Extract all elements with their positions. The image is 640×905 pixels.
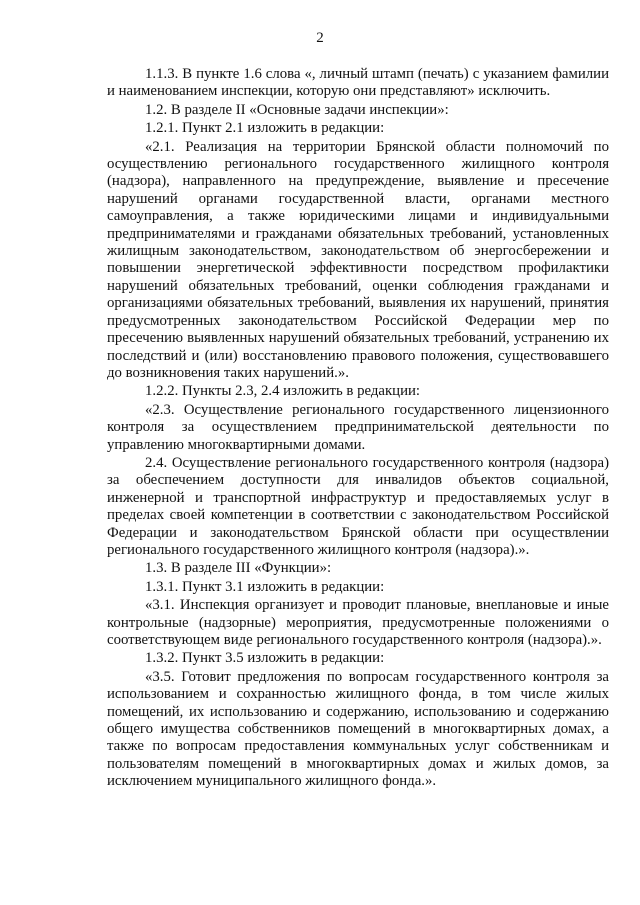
paragraph-2-4-text: 2.4. Осуществление регионального государственного контроля (надзора) за обеспечением доступности для инвалидов объектов социальной, инженерной и транспортной инфраструктур и предоставляемых услуг в пределах своей компетенции в соответствии с законодательством Российской Федерации и законодательством Брянской области при осуществлении регионального государственного жилищного контроля (надзора).».	[107, 454, 609, 558]
paragraph-1-2-2: 1.2.2. Пункты 2.3, 2.4 изложить в редакции:	[145, 383, 421, 400]
paragraph-1-1-3: 1.1.3. В пункте 1.6 слова «, личный штамп (печать) с указанием фамилии и наименованием инспекции, которую они представляют» исключить.	[107, 66, 609, 100]
page-number: 2	[316, 30, 324, 46]
paragraph-1-3-2: 1.3.2. Пункт 3.5 изложить в редакции:	[145, 650, 385, 667]
paragraph-3-1-text: «3.1. Инспекция организует и проводит плановые, внеплановые и иные контрольные (надзорные) мероприятия, предусмотренные положениями о соответствующем виде регионального государственного контроля (надзора).».	[107, 597, 609, 648]
paragraph-3-5-text: «3.5. Готовит предложения по вопросам государственного контроля за использованием и сохранностью жилищного фонда, в том числе жилых помещений, их использованию и содержанию, использованию и содержанию общего имущества собственников помещений в многоквартирных домах, а также по вопросам предоставления коммунальных услуг собственникам и пользователям помещений в многоквартирных домах и жилых домов, за исключением муниципального жилищного фонда.».	[107, 668, 609, 790]
paragraph-1-2-1: 1.2.1. Пункт 2.1 изложить в редакции:	[145, 120, 385, 137]
document-body	[107, 66, 609, 791]
paragraph-1-3-heading: 1.3. В разделе III «Функции»:	[145, 560, 332, 577]
paragraph-2-1-text: «2.1. Реализация на территории Брянской области полномочий по осуществлению регионального государственного жилищного контроля (надзора), направленного на предупреждение, выявление и пресечение нарушений органами государственной власти, органами местного самоуправления, а также юридическими лицами и индивидуальными предпринимателями и гражданами обязательных требований, установленных жилищным законодательством, законодательством об энергосбережении и повышении энергетической эффективности посредством профилактики нарушений обязательных требований, оценки соблюдения гражданами и организациями обязательных требований, выявления их нарушений, принятия предусмотренных законодательством Российской Федерации мер по пресечению выявленных нарушений обязательных требований, устранению их последствий и (или) восстановлению правового положения, существовавшего до возникновения таких нарушений.».	[107, 138, 609, 381]
paragraph-1-3-1: 1.3.1. Пункт 3.1 изложить в редакции:	[145, 578, 385, 595]
paragraph-1-2-heading: 1.2. В разделе II «Основные задачи инспекции»:	[145, 101, 449, 118]
paragraph-2-3-text: «2.3. Осуществление регионального государственного лицензионного контроля за осуществлением предпринимательской деятельности по управлению многоквартирными домами.	[107, 401, 609, 453]
